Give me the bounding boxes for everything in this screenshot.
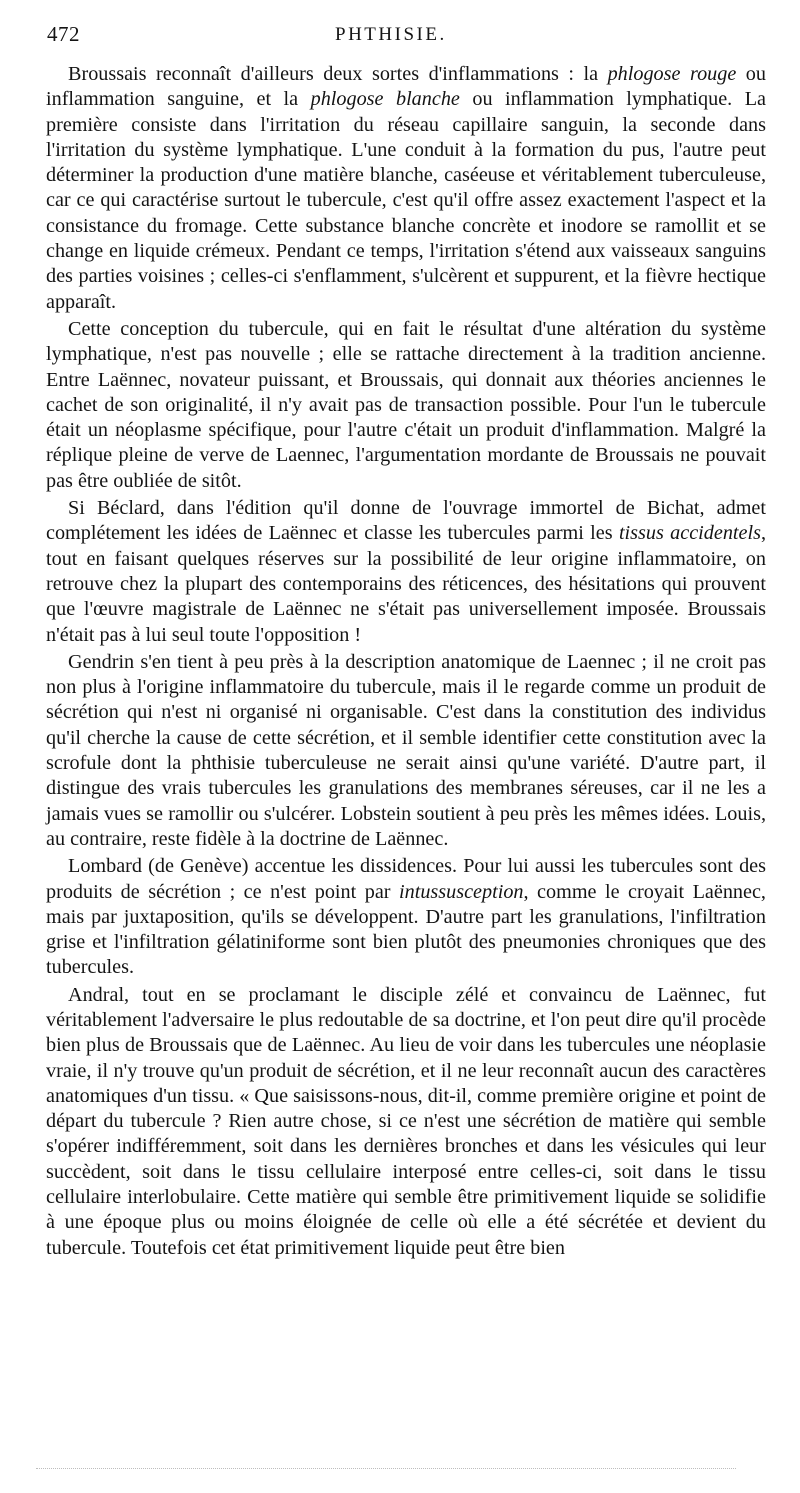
paragraph: [46, 854, 766, 980]
text-segment: Andral, tout en se proclamant le disciple zélé et convaincu de Laënnec, fut véritablement l'adversaire le plus redoutable de sa doctrine, et l'on peut dire qu'il procède bien plus de Broussais que de Laënnec. Au lieu de voir dans les tubercules une néoplasie vraie, il n'y trouve qu'un produit de sécrétion, et il ne leur reconnaît aucun des caractères anatomiques d'un tissu. « Que saisissons-nous, dit-il, comme première origine et point de départ du tubercule ? Rien autre chose, si ce n'est une sécrétion de matière qui semble s'opérer indifféremment, soit dans les dernières bronches et dans les vésicules qui leur succèdent, soit dans le tissu cellulaire interposé entre celles-ci, soit dans le tissu cellulaire interlobulaire. Cette matière qui semble être primitivement liquide se solidifie à une époque plus ou moins éloignée de celle où elle a été sécrétée et devient du tubercule. Toutefois cet état primitivement liquide peut être bien: [46, 983, 766, 1259]
paragraph: [46, 650, 766, 852]
text-segment: , tout en faisant quelques réserves sur la possibilité de leur origine inflammatoire, on retrouve chez la plupart des contemporains des réticences, des hésitations qui prouvent que l'œuvre magistrale de Laënnec ne s'était pas universellement imposée. Broussais n'était pas à lui seul toute l'opposition !: [46, 522, 766, 646]
italic-term: phlogose blanche: [310, 88, 460, 111]
italic-term: intussusception: [399, 880, 524, 903]
text-segment: Lombard (de Genève) accentue les dissidences. Pour lui aussi les tubercules sont des produits de sécrétion ; ce n'est point par: [46, 855, 766, 903]
text-segment: Gendrin s'en tient à peu près à la description anatomique de Laennec ; il ne croit pas non plus à l'origine inflammatoire du tubercule, mais il le regarde comme un produit de sécrétion qui n'est ni organisé ni organisable. C'est dans la constitution des individus qu'il cherche la cause de cette sécrétion, et il semble identifier cette constitution avec la scrofule dont la phthisie tuberculeuse ne serait ainsi qu'une variété. D'autre part, il distingue des vrais tubercules les granulations des membranes séreuses, car il ne les a jamais vues se ramollir ou s'ulcérer. Lobstein soutient à peu près les mêmes idées. Louis, au contraire, reste fidèle à la doctrine de Laënnec.: [46, 650, 766, 850]
text-segment: , comme le croyait Laënnec, mais par juxtaposition, qu'ils se développent. D'autre part les granulations, l'infiltration grise et l'infiltration gélatiniforme sont bien plutôt des pneumonies chroniques que des tubercules.: [46, 880, 766, 979]
page-header: [47, 18, 765, 52]
paragraph: [46, 496, 766, 648]
paragraph: [46, 62, 766, 315]
paragraph: [46, 983, 766, 1261]
text-segment: Si Béclard, dans l'édition qu'il donne de l'ouvrage immortel de Bichat, admet complétement les idées de Laënnec et classe les tubercules parmi les: [46, 497, 766, 545]
text-segment: ou inflammation sanguine, et la: [46, 63, 766, 111]
italic-term: tissus accidentels: [618, 522, 761, 545]
running-head: PHTHISIE.: [335, 24, 447, 45]
body-text: [46, 62, 766, 1261]
italic-term: phlogose rouge: [607, 63, 737, 85]
text-segment: ou inflammation lymphatique. La première consiste dans l'irritation du réseau capillaire sanguin, la seconde dans l'irritation du système lymphatique. L'une conduit à la formation du pus, l'autre peut déterminer la production d'une matière blanche, caséeuse et véritablement tuberculeuse, car ce qui caractérise surtout le tubercule, c'est qu'il offre assez exactement l'aspect et la consistance du fromage. Cette substance blanche concrète et inodore se ramollit et se change en liquide crémeux. Pendant ce temps, l'irritation s'étend aux vaisseaux sanguins des parties voisines ; celles-ci s'enflamment, s'ulcèrent et suppurent, et la fièvre hectique apparaît.: [46, 88, 766, 313]
paragraph: [46, 317, 766, 494]
page-number: 472: [47, 22, 80, 46]
text-segment: Cette conception du tubercule, qui en fait le résultat d'une altération du système lymphatique, n'est pas nouvelle ; elle se rattache directement à la tradition ancienne. Entre Laënnec, novateur puissant, et Broussais, qui donnait aux théories anciennes le cachet de son originalité, il n'y avait pas de transaction possible. Pour l'un le tubercule était un néoplasme spécifique, pour l'autre c'était un produit d'inflammation. Malgré la réplique pleine de verve de Laennec, l'argumentation mordante de Broussais ne pouvait pas être oubliée de sitôt.: [46, 317, 766, 492]
footer-rule: [36, 1468, 736, 1469]
text-segment: Broussais reconnaît d'ailleurs deux sortes d'inflammations : la: [68, 63, 608, 85]
